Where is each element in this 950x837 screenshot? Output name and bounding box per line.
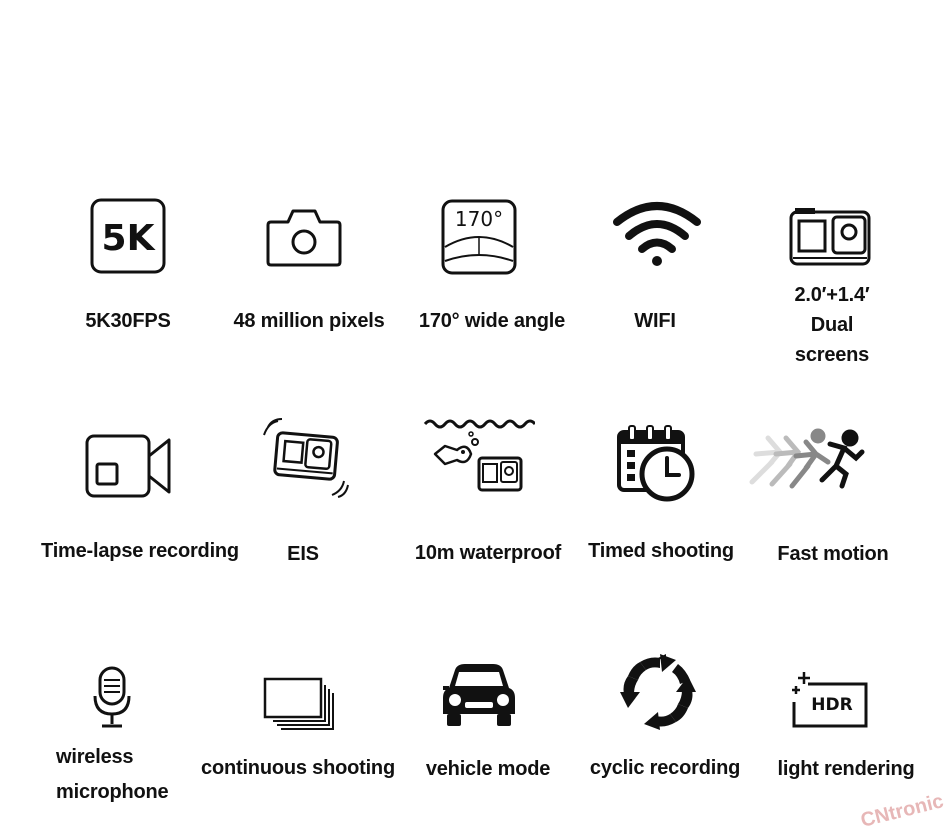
camera-icon [266, 206, 342, 268]
feature-label-dual [773, 280, 891, 370]
feature-label-5k: 5K30FPS [85, 310, 171, 332]
svg-text:5K: 5K [101, 218, 155, 259]
dual-screen-icon [789, 206, 871, 268]
feature-label-eis: EIS [287, 543, 319, 565]
stacked-frames-icon [263, 677, 335, 731]
feature-label-wide: 170° wide angle [418, 310, 566, 332]
running-figures-icon [746, 428, 866, 490]
wide-angle-icon [441, 199, 517, 275]
feature-label-vehicle: vehicle mode [425, 758, 551, 780]
watermark-logo: CNtronic [858, 790, 946, 832]
feature-label-pixels: 48 million pixels [233, 310, 385, 332]
feature-label-continuous: continuous shooting [201, 757, 395, 779]
feature-label-wifi: WIFI [634, 310, 676, 332]
feature-label-light: light rendering [777, 758, 915, 780]
car-icon [441, 662, 517, 728]
hdr-icon [790, 670, 870, 730]
feature-label-timed: Timed shooting [588, 540, 734, 562]
feature-label-fast: Fast motion [777, 543, 889, 565]
feature-label-cyclic: cyclic recording [589, 757, 741, 779]
feature-label-timelapse: Time-lapse recording [41, 540, 239, 562]
svg-text:170°: 170° [454, 207, 504, 231]
calendar-clock-icon [617, 424, 697, 502]
mic-line-2: microphone [56, 781, 169, 803]
5k-badge-icon [90, 198, 166, 274]
microphone-icon [92, 666, 132, 730]
mic-line-1: wireless [56, 746, 134, 768]
wifi-icon [613, 200, 701, 268]
cycle-arrows-icon [620, 654, 696, 730]
dual-line-1: 2.0′+1.4′ [794, 284, 870, 306]
feature-label-waterproof: 10m waterproof [414, 542, 562, 564]
waterproof-icon [423, 414, 535, 500]
dual-line-2: Dual screens [794, 314, 870, 366]
feature-label-mic [56, 740, 168, 810]
svg-text:HDR: HDR [811, 695, 853, 715]
video-camera-icon [85, 434, 173, 498]
stabilization-icon [260, 415, 352, 499]
